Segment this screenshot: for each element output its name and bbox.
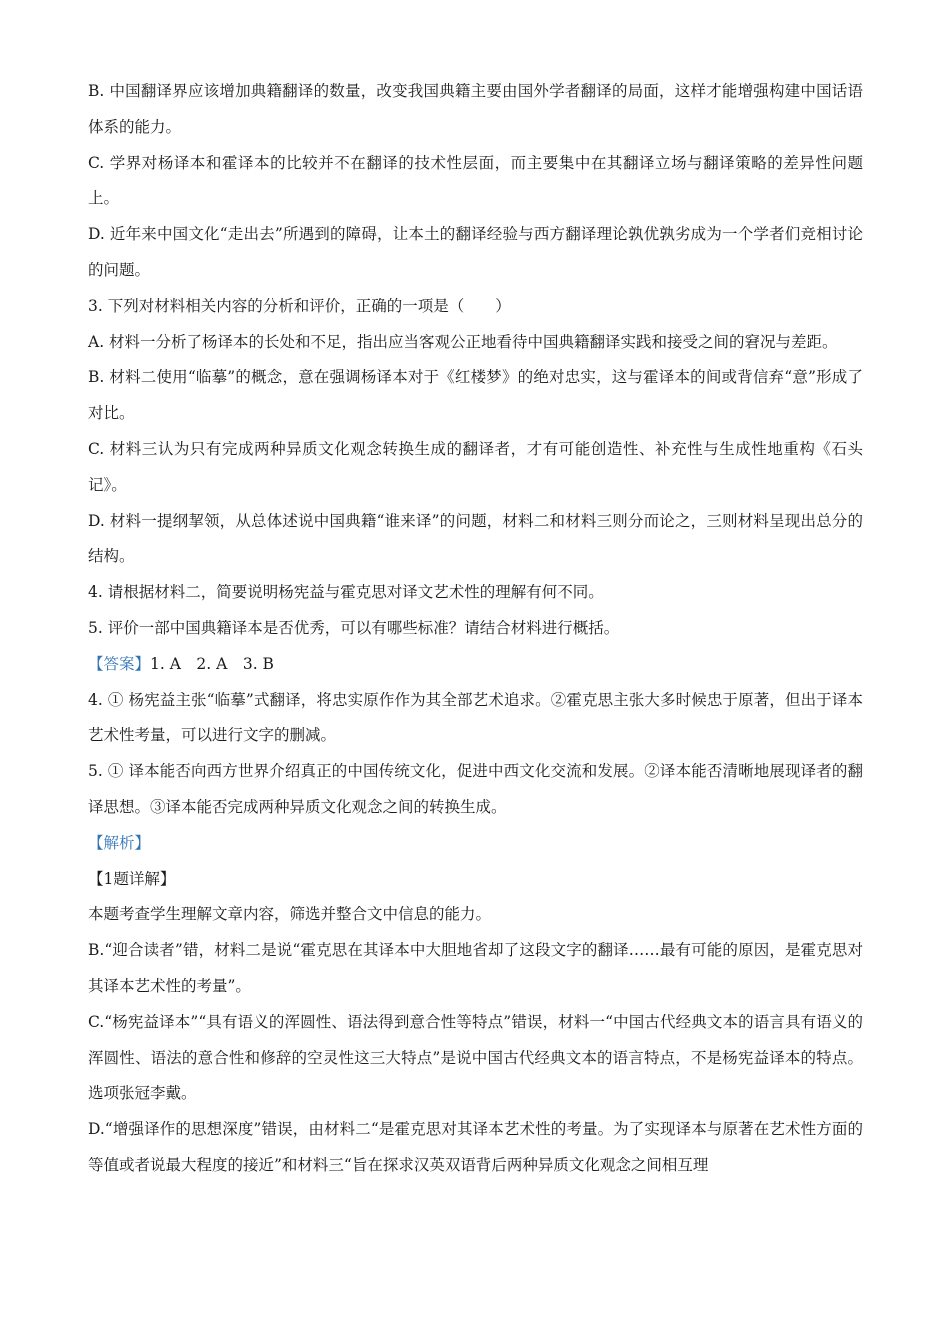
q5-stem: 5. 评价一部中国典籍译本是否优秀，可以有哪些标准？请结合材料进行概括。 [88, 618, 620, 637]
answer-line [88, 647, 863, 683]
q3-option-b: B. 材料二使用“临摹”的概念，意在强调杨译本对于《红楼梦》的绝对忠实，这与霍译本的间或背信弃“意”形成了对比。 [88, 368, 863, 423]
q4-stem: 4. 请根据材料二，简要说明杨宪益与霍克思对译文艺术性的理解有何不同。 [88, 583, 604, 602]
answer-label: 【答案】 [88, 654, 151, 673]
q2-option-b: B. 中国翻译界应该增加典籍翻译的数量，改变我国典籍主要由国外学者翻译的局面，这样才能增强构建中国话语体系的能力。 [88, 82, 863, 136]
analysis-option-d: D.“增强译作的思想深度”错误，由材料二“是霍克思对其译本艺术性的考量。为了实现译本与原著在艺术性方面的等值或者说最大程度的接近”和材料三“旨在探求汉英双语背后两种异质文化观念之间相互理 [88, 1120, 863, 1174]
q2-option-c: C. 学界对杨译本和霍译本的比较并不在翻译的技术性层面，而主要集中在其翻译立场与翻译策略的差异性问题上。 [88, 153, 863, 208]
analysis-label-line [88, 826, 863, 862]
q3-option-a: A. 材料一分析了杨译本的长处和不足，指出应当客观公正地看待中国典籍翻译实践和接受之间的窘况与差距。 [88, 332, 838, 351]
analysis-option-c: C.“杨宪益译本”“具有语义的浑圆性、语法得到意合性等特点”错误，材料一“中国古代经典文本的语言具有语义的浑圆性、语法的意合性和修辞的空灵性这三大特点”是说中国古代经典文本的语言特点，不是杨宪益译本的特点。选项张冠李戴。 [88, 1012, 863, 1103]
q1-detail-heading: 【1题详解】 [88, 869, 176, 888]
q3-stem: 3. 下列对材料相关内容的分析和评价，正确的一项是（ ） [88, 296, 511, 315]
analysis-label: 【解析】 [88, 833, 151, 852]
analysis-option-b: B.“迎合读者”错，材料二是说“霍克思在其译本中大胆地省却了这段文字的翻译……最有可能的原因，是霍克思对其译本艺术性的考量”。 [88, 941, 863, 995]
answer-q4: 4. ① 杨宪益主张“临摹”式翻译，将忠实原作作为其全部艺术追求。②霍克思主张大多时候忠于原著，但出于译本艺术性考量，可以进行文字的删减。 [88, 690, 863, 745]
q2-option-d: D. 近年来中国文化“走出去”所遇到的障碍，让本土的翻译经验与西方翻译理论孰优孰劣成为一个学者们竞相讨论的问题。 [88, 225, 863, 279]
q3-option-c: C. 材料三认为只有完成两种异质文化观念转换生成的翻译者，才有可能创造性、补充性与生成性地重构《石头记》。 [88, 439, 863, 494]
answer-choices: 1. A 2. A 3. B [150, 654, 274, 673]
document-page [88, 74, 863, 1184]
q3-option-d: D. 材料一提纲挈领，从总体述说中国典籍“谁来译”的问题，材料二和材料三则分而论之，三则材料呈现出总分的结构。 [88, 511, 863, 566]
analysis-intro: 本题考查学生理解文章内容，筛选并整合文中信息的能力。 [88, 905, 492, 924]
answer-q5: 5. ① 译本能否向西方世界介绍真正的中国传统文化，促进中西文化交流和发展。②译本能否清晰地展现译者的翻译思想。③译本能否完成两种异质文化观念之间的转换生成。 [88, 762, 863, 816]
